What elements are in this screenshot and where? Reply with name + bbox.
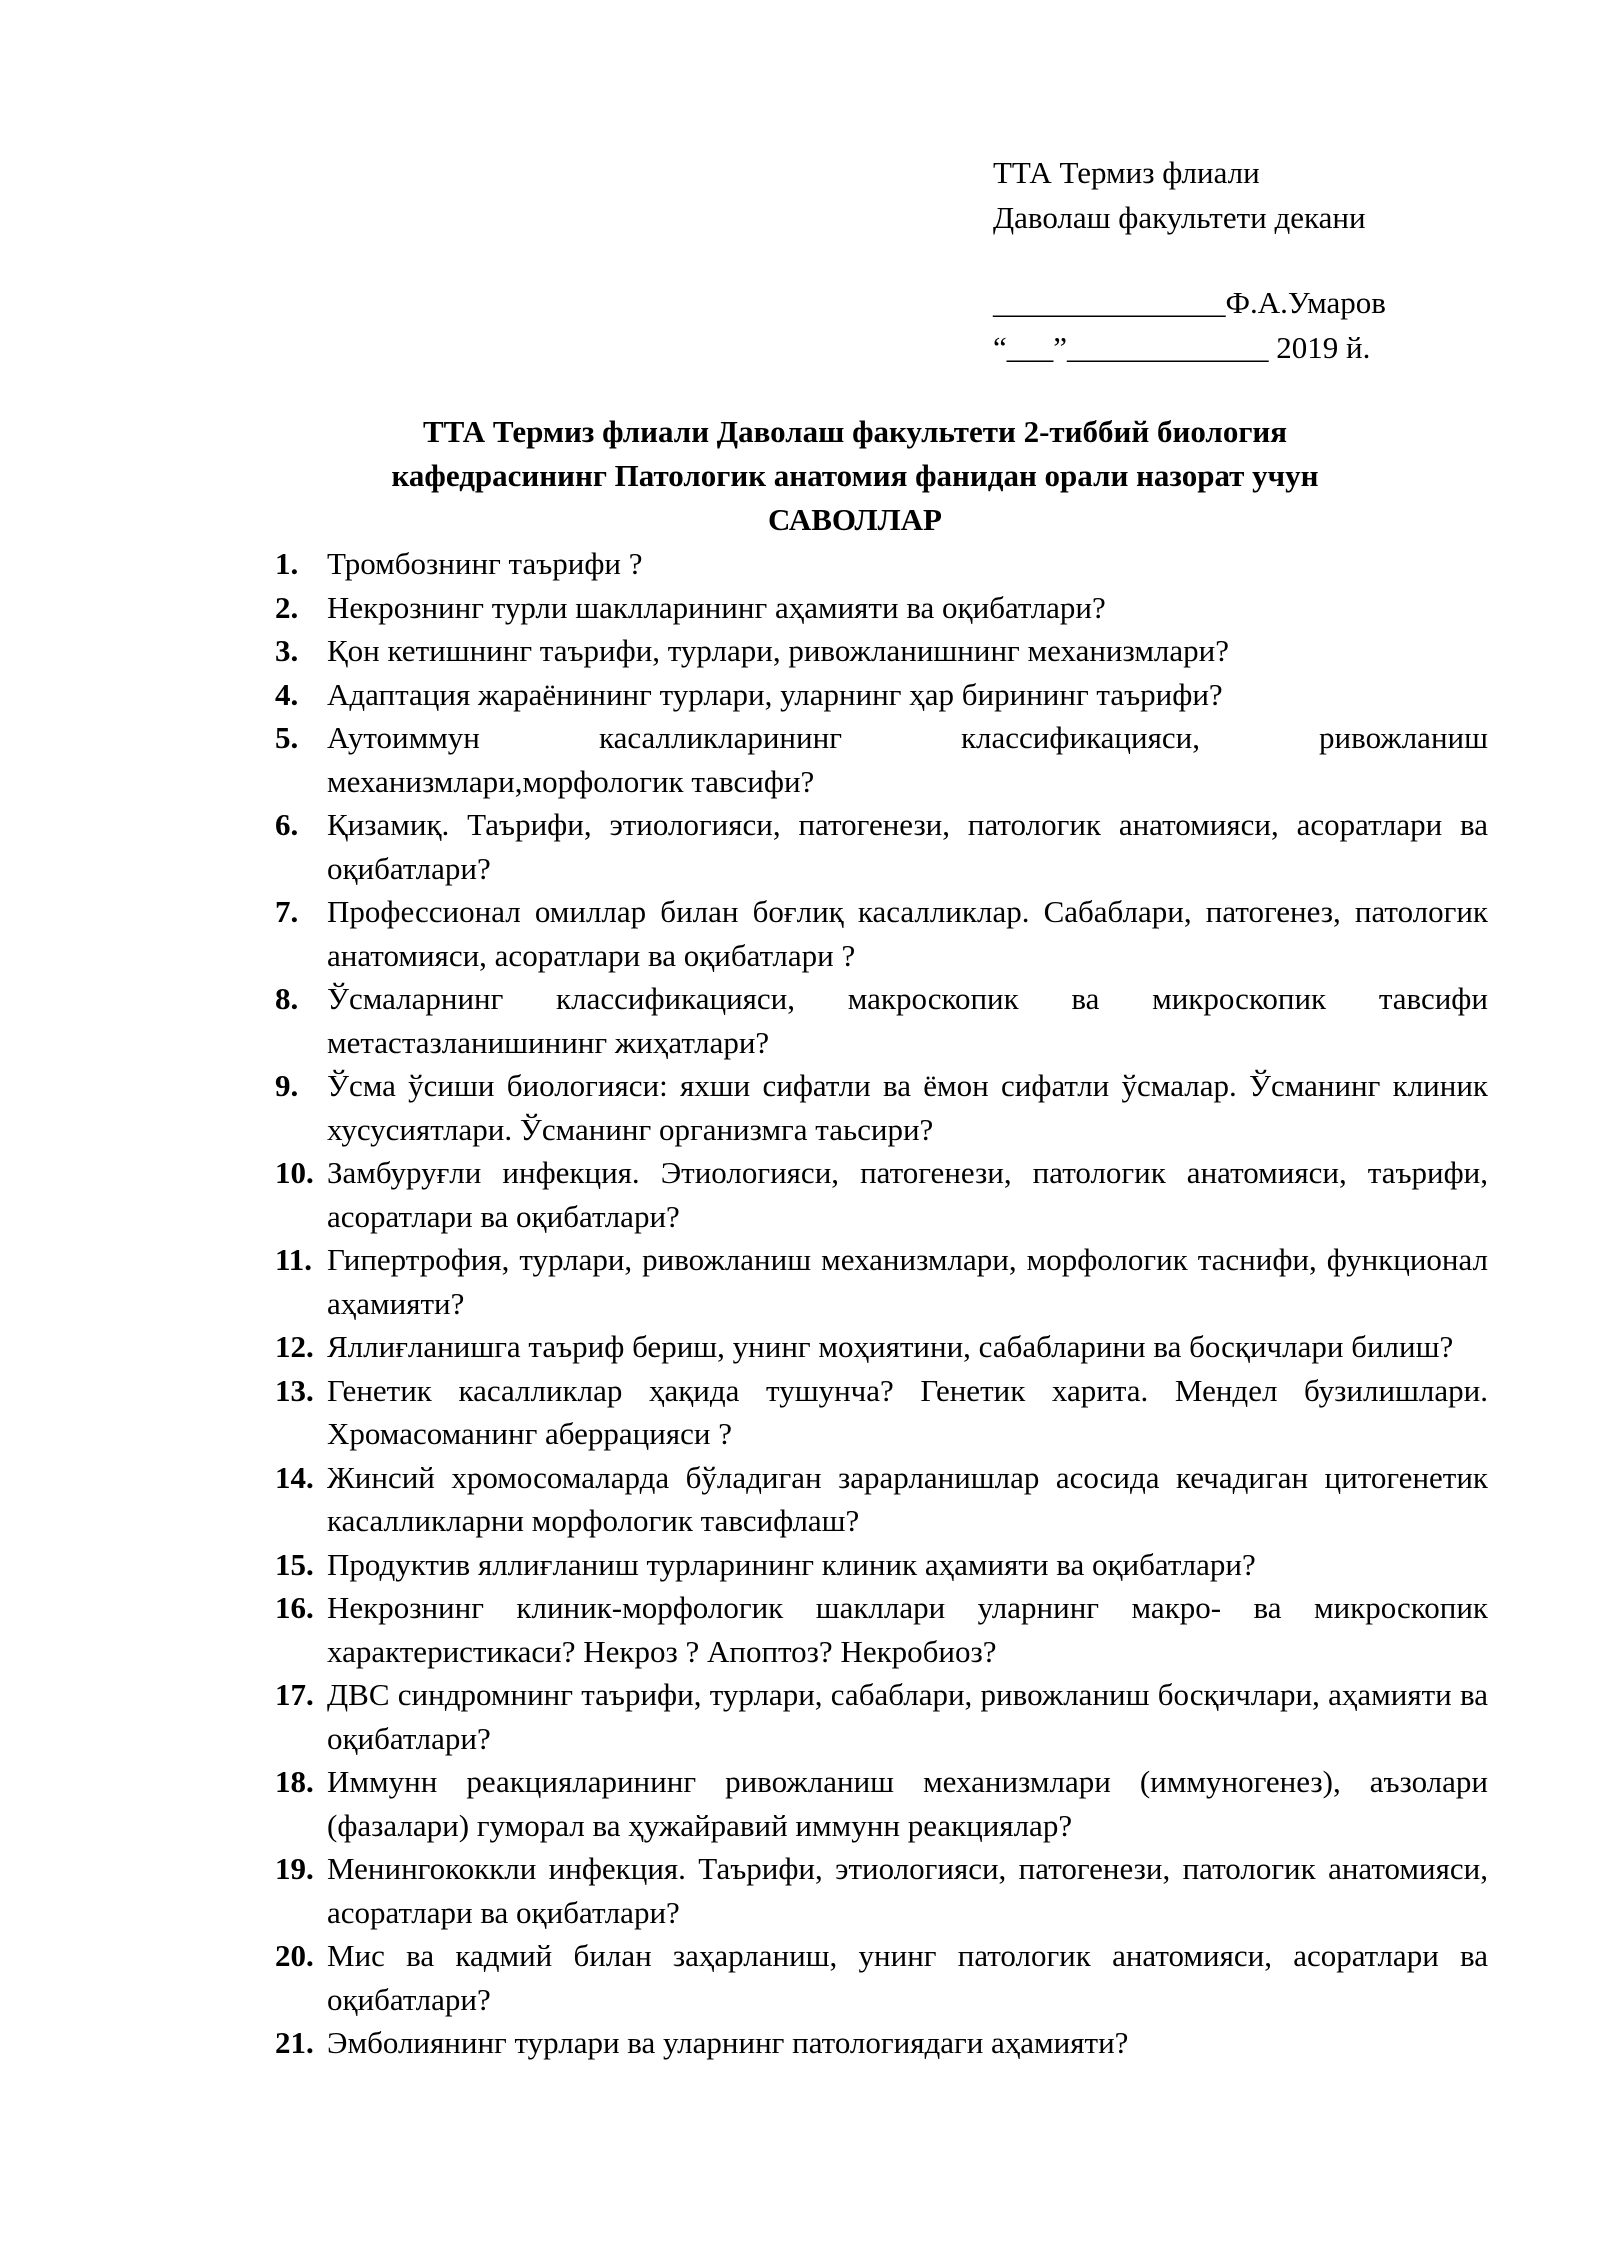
question-number: 19. (275, 1851, 314, 1886)
question-item (275, 673, 1488, 717)
question-item (275, 586, 1488, 630)
title-line-3: САВОЛЛАР (768, 502, 942, 537)
question-item (275, 1456, 1488, 1543)
approval-position: Даволаш факультети декани (993, 200, 1366, 235)
question-number: 18. (275, 1764, 314, 1799)
question-item (275, 1760, 1488, 1847)
question-number: 6. (275, 807, 299, 842)
approval-institution: ТТА Термиз флиали (993, 155, 1260, 190)
question-item (275, 1325, 1488, 1369)
question-item (275, 977, 1488, 1064)
question-text: Ўсма ўсиши биологияси: яхши сифатли ва ёмон сифатли ўсмалар. Ўсманинг клиник хусусиятлари. Ўсманинг организмга таьсири? (327, 1068, 1488, 1147)
question-item (275, 1064, 1488, 1151)
question-item (275, 716, 1488, 803)
question-item (275, 1238, 1488, 1325)
question-number: 12. (275, 1329, 314, 1364)
question-text: Иммунн реакцияларининг ривожланиш механизмлари (иммуногенез), аъзолари (фазалари) гуморал ва ҳужайравий иммунн реакциялар? (327, 1764, 1488, 1843)
question-item (275, 1934, 1488, 2021)
question-number: 20. (275, 1938, 314, 1973)
question-number: 17. (275, 1677, 314, 1712)
question-number: 11. (275, 1242, 313, 1277)
question-item (275, 890, 1488, 977)
question-number: 5. (275, 720, 299, 755)
question-item (275, 1586, 1488, 1673)
question-number: 21. (275, 2025, 314, 2060)
question-item (275, 1847, 1488, 1934)
question-number: 4. (275, 676, 299, 712)
question-text: Яллиғланишга таъриф бериш, унинг моҳиятини, сабабларини ва босқичлари билиш? (327, 1329, 1454, 1364)
question-number: 13. (275, 1372, 314, 1408)
approval-date: “___”_____________ 2019 й. (993, 330, 1371, 365)
question-text: Эмболиянинг турлари ва уларнинг патологиядаги аҳамияти? (327, 2025, 1129, 2060)
question-text: Профессионал омиллар билан боғлиқ касалликлар. Сабаблари, патогенез, патологик анатомияси, асоратлари ва оқибатлари ? (327, 894, 1488, 973)
question-item (275, 542, 1488, 586)
question-list (275, 542, 1488, 2065)
question-item (275, 1673, 1488, 1760)
question-text: Тромбознинг таърифи ? (327, 546, 643, 581)
question-number: 3. (275, 633, 299, 668)
question-text: Продуктив яллиғланиш турларининг клиник аҳамияти ва оқибатлари? (327, 1546, 1256, 1582)
approval-signature: _______________Ф.А.Умаров (993, 285, 1386, 320)
question-number: 7. (275, 894, 299, 929)
question-number: 8. (275, 981, 299, 1016)
question-number: 1. (275, 546, 299, 581)
question-text: Замбуруғли инфекция. Этиологияси, патогенези, патологик анатомияси, таърифи, асоратлари ва оқибатлари? (327, 1155, 1488, 1234)
question-text: Менингококкли инфекция. Таърифи, этиологияси, патогенези, патологик анатомияси, асоратлари ва оқибатлари? (327, 1851, 1488, 1930)
question-text: Жинсий хромосомаларда бўладиган зарарланишлар асосида кечадиган цитогенетик касалликларни морфологик тавсифлаш? (327, 1459, 1488, 1538)
question-number: 2. (275, 589, 299, 625)
question-item (275, 1543, 1488, 1587)
question-item (275, 1151, 1488, 1238)
question-text: Адаптация жараёнининг турлари, уларнинг ҳар бирининг таърифи? (327, 676, 1223, 712)
question-text: Мис ва кадмий билан заҳарланиш, унинг патологик анатомияси, асоратлари ва оқибатлари? (327, 1938, 1488, 2017)
question-text: ДВС синдромнинг таърифи, турлари, сабаблари, ривожланиш босқичлари, аҳамияти ва оқибатлари? (327, 1677, 1488, 1756)
question-text: Ўсмаларнинг классификацияси, макроскопик ва микроскопик тавсифи метастазланишининг жиҳатлари? (327, 981, 1488, 1060)
question-item (275, 1369, 1488, 1456)
question-item (275, 2021, 1488, 2065)
title-line-1: ТТА Термиз флиали Даволаш факультети 2-тиббий биология (422, 414, 1288, 449)
question-text: Генетик касалликлар ҳақида тушунча? Генетик харита. Мендел бузилишлари. Хромасоманинг аберрацияси ? (327, 1372, 1488, 1451)
question-item (275, 803, 1488, 890)
question-number: 9. (275, 1068, 299, 1103)
question-number: 14. (275, 1459, 314, 1495)
question-number: 10. (275, 1155, 314, 1190)
question-number: 16. (275, 1590, 314, 1625)
question-text: Некрознинг клиник-морфологик шакллари уларнинг макро- ва микроскопик характеристикаси? Некроз ? Апоптоз? Некробиоз? (327, 1590, 1488, 1669)
document-title (260, 410, 1450, 542)
question-text: Қон кетишнинг таърифи, турлари, ривожланишнинг механизмлари? (327, 633, 1230, 668)
question-text: Некрознинг турли шаклларининг аҳамияти ва оқибатлари? (327, 589, 1106, 625)
question-text: Аутоиммун касалликларининг классификацияси, ривожланиш механизмлари,морфологик тавсифи? (327, 720, 1488, 799)
approval-block (993, 150, 1513, 370)
approval-spacer (993, 240, 1513, 280)
question-text: Гипертрофия, турлари, ривожланиш механизмлари, морфологик таснифи, функционал аҳамияти? (327, 1242, 1488, 1321)
question-item (275, 629, 1488, 673)
title-line-2: кафедрасининг Патологик анатомия фанидан орали назорат учун (391, 458, 1319, 493)
question-number: 15. (275, 1546, 314, 1582)
question-text: Қизамиқ. Таърифи, этиологияси, патогенези, патологик анатомияси, асоратлари ва оқибатлари? (327, 807, 1488, 886)
